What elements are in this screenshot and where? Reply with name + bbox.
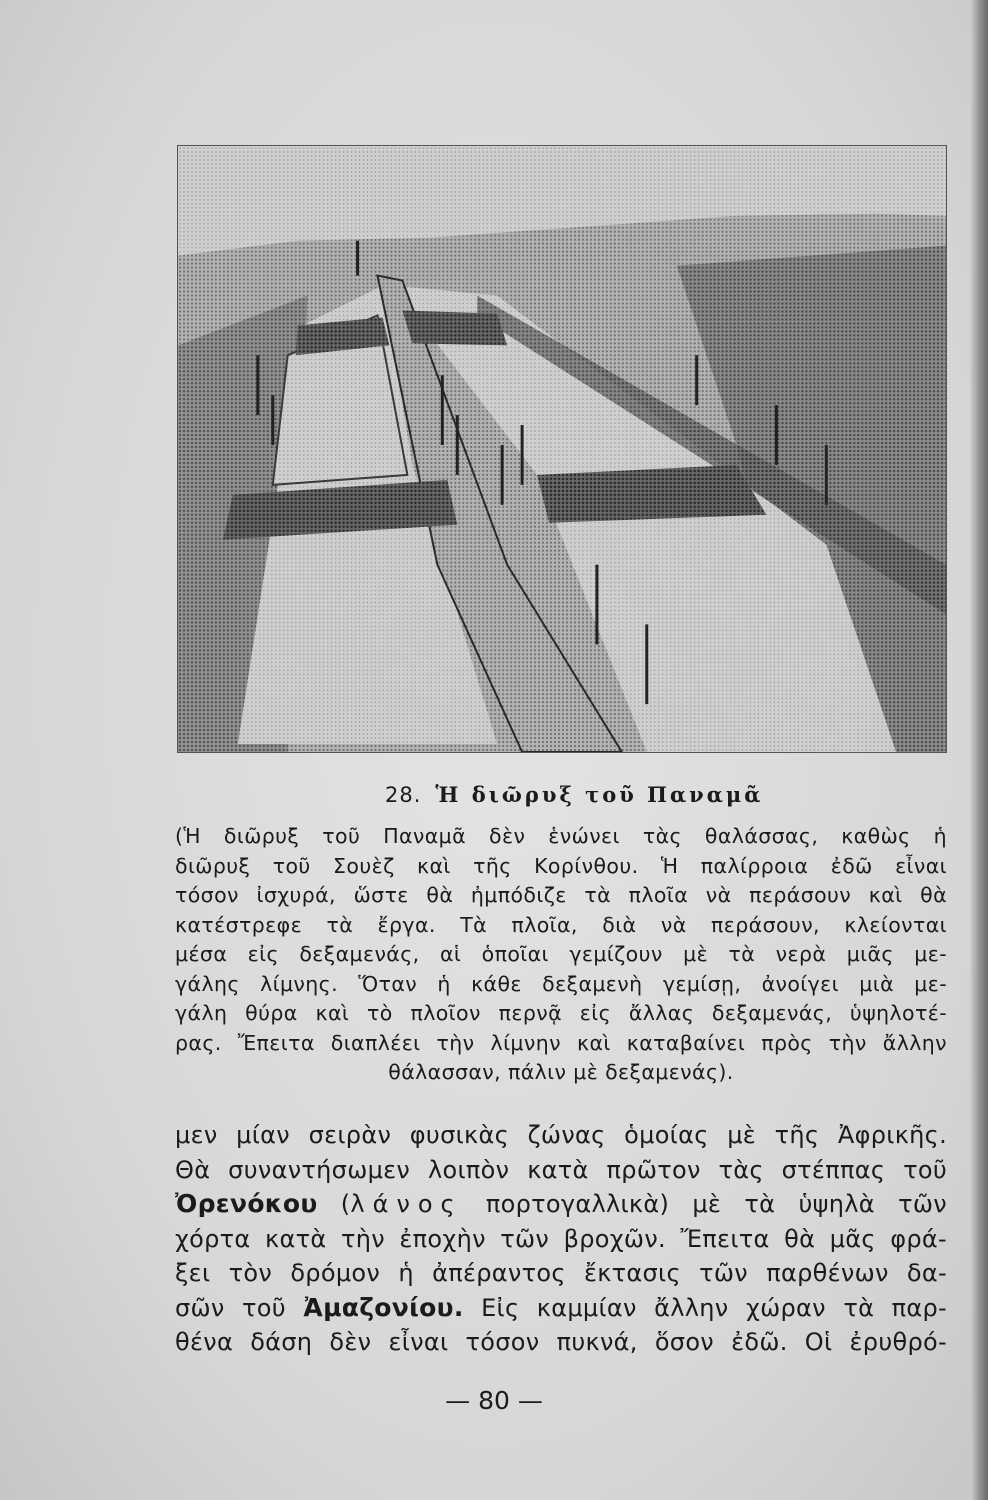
body-line [175,1187,947,1222]
body-line-rest: Εἰς καμμίαν ἄλλην χώραν τὰ παρ- [463,1293,947,1322]
panama-canal-photo [177,145,947,753]
figure-description-line: ρας. Ἔπειτα διαπλέει τὴν λίμνην καὶ καταβαίνει πρὸς τὴν ἄλλην [175,1030,947,1055]
body-line: ξει τὸν δρόμον ἡ ἀπέραντος ἔκτασις τῶν παρθένων δα- [175,1259,947,1287]
body-line [175,1291,947,1326]
body-line-pre: σῶν τοῦ [175,1293,304,1322]
figure-description-line: θάλασσαν, πάλιν μὲ δεξαμενάς). [388,1060,734,1084]
figure-number: 28. [385,783,422,807]
body-line: θένα δάση δὲν εἶναι τόσον πυκνά, ὅσον ἐδῶ. Οἱ ἐρυθρό- [175,1328,947,1356]
figure-description-line: (Ἡ διῶρυξ τοῦ Παναμᾶ δὲν ἑνώνει τὰς θαλάσσας, καθὼς ἡ [175,824,947,848]
figure-title: Ἡ διῶρυξ τοῦ Παναμᾶ [435,782,764,807]
figure-description-line: γάλης λίμνης. Ὅταν ἡ κάθε δεξαμενὴ γεμίσῃ, ἀνοίγει μιὰ με- [175,971,947,996]
figure-description-line: διῶρυξ τοῦ Σουὲζ καὶ τῆς Κορίνθου. Ἡ παλίρροια ἐδῶ εἶναι [175,853,947,878]
figure-description-line: κατέστρεφε τὰ ἔργα. Τὰ πλοῖα, διὰ νὰ περάσουν, κλείονται [175,912,947,937]
page-edge-shadow [970,0,988,1500]
body-line: μεν μίαν σειρὰν φυσικὰς ζώνας ὁμοίας μὲ τῆς Ἀφρικῆς. [175,1121,947,1149]
term-amazon: Ἀμαζονίου. [303,1292,464,1322]
figure-description-line: γάλη θύρα καὶ τὸ πλοῖον περνᾷ εἰς ἄλλας δεξαμενάς, ὑψηλοτέ- [175,1001,947,1025]
figure-description-line: μέσα εἰς δεξαμενάς, αἱ ὁποῖαι γεμίζουν μὲ τὰ νερὰ μιᾶς με- [175,942,947,966]
term-llanos: λάνος [350,1190,463,1218]
figure-caption-title [385,782,805,807]
body-line: Θὰ συναντήσωμεν λοιπὸν κατὰ πρῶτον τὰς στέππας τοῦ [175,1155,947,1184]
term-orinoco: Ὀρενόκου [175,1189,318,1218]
body-paragraph [175,1118,947,1360]
body-line: χόρτα κατὰ τὴν ἐποχὴν τῶν βροχῶν. Ἔπειτα θὰ μᾶς φρά- [175,1224,947,1253]
page-number: — 80 — [445,1386,543,1415]
figure-description-line: τόσον ἰσχυρά, ὥστε θὰ ἠμπόδιζε τὰ πλοῖα νὰ περάσουν καὶ θὰ [175,883,947,907]
paren-open: ( [340,1190,351,1218]
body-line-rest: πορτογαλλικὰ) μὲ τὰ ὑψηλὰ τῶν [462,1190,947,1218]
figure-description [175,822,947,1088]
